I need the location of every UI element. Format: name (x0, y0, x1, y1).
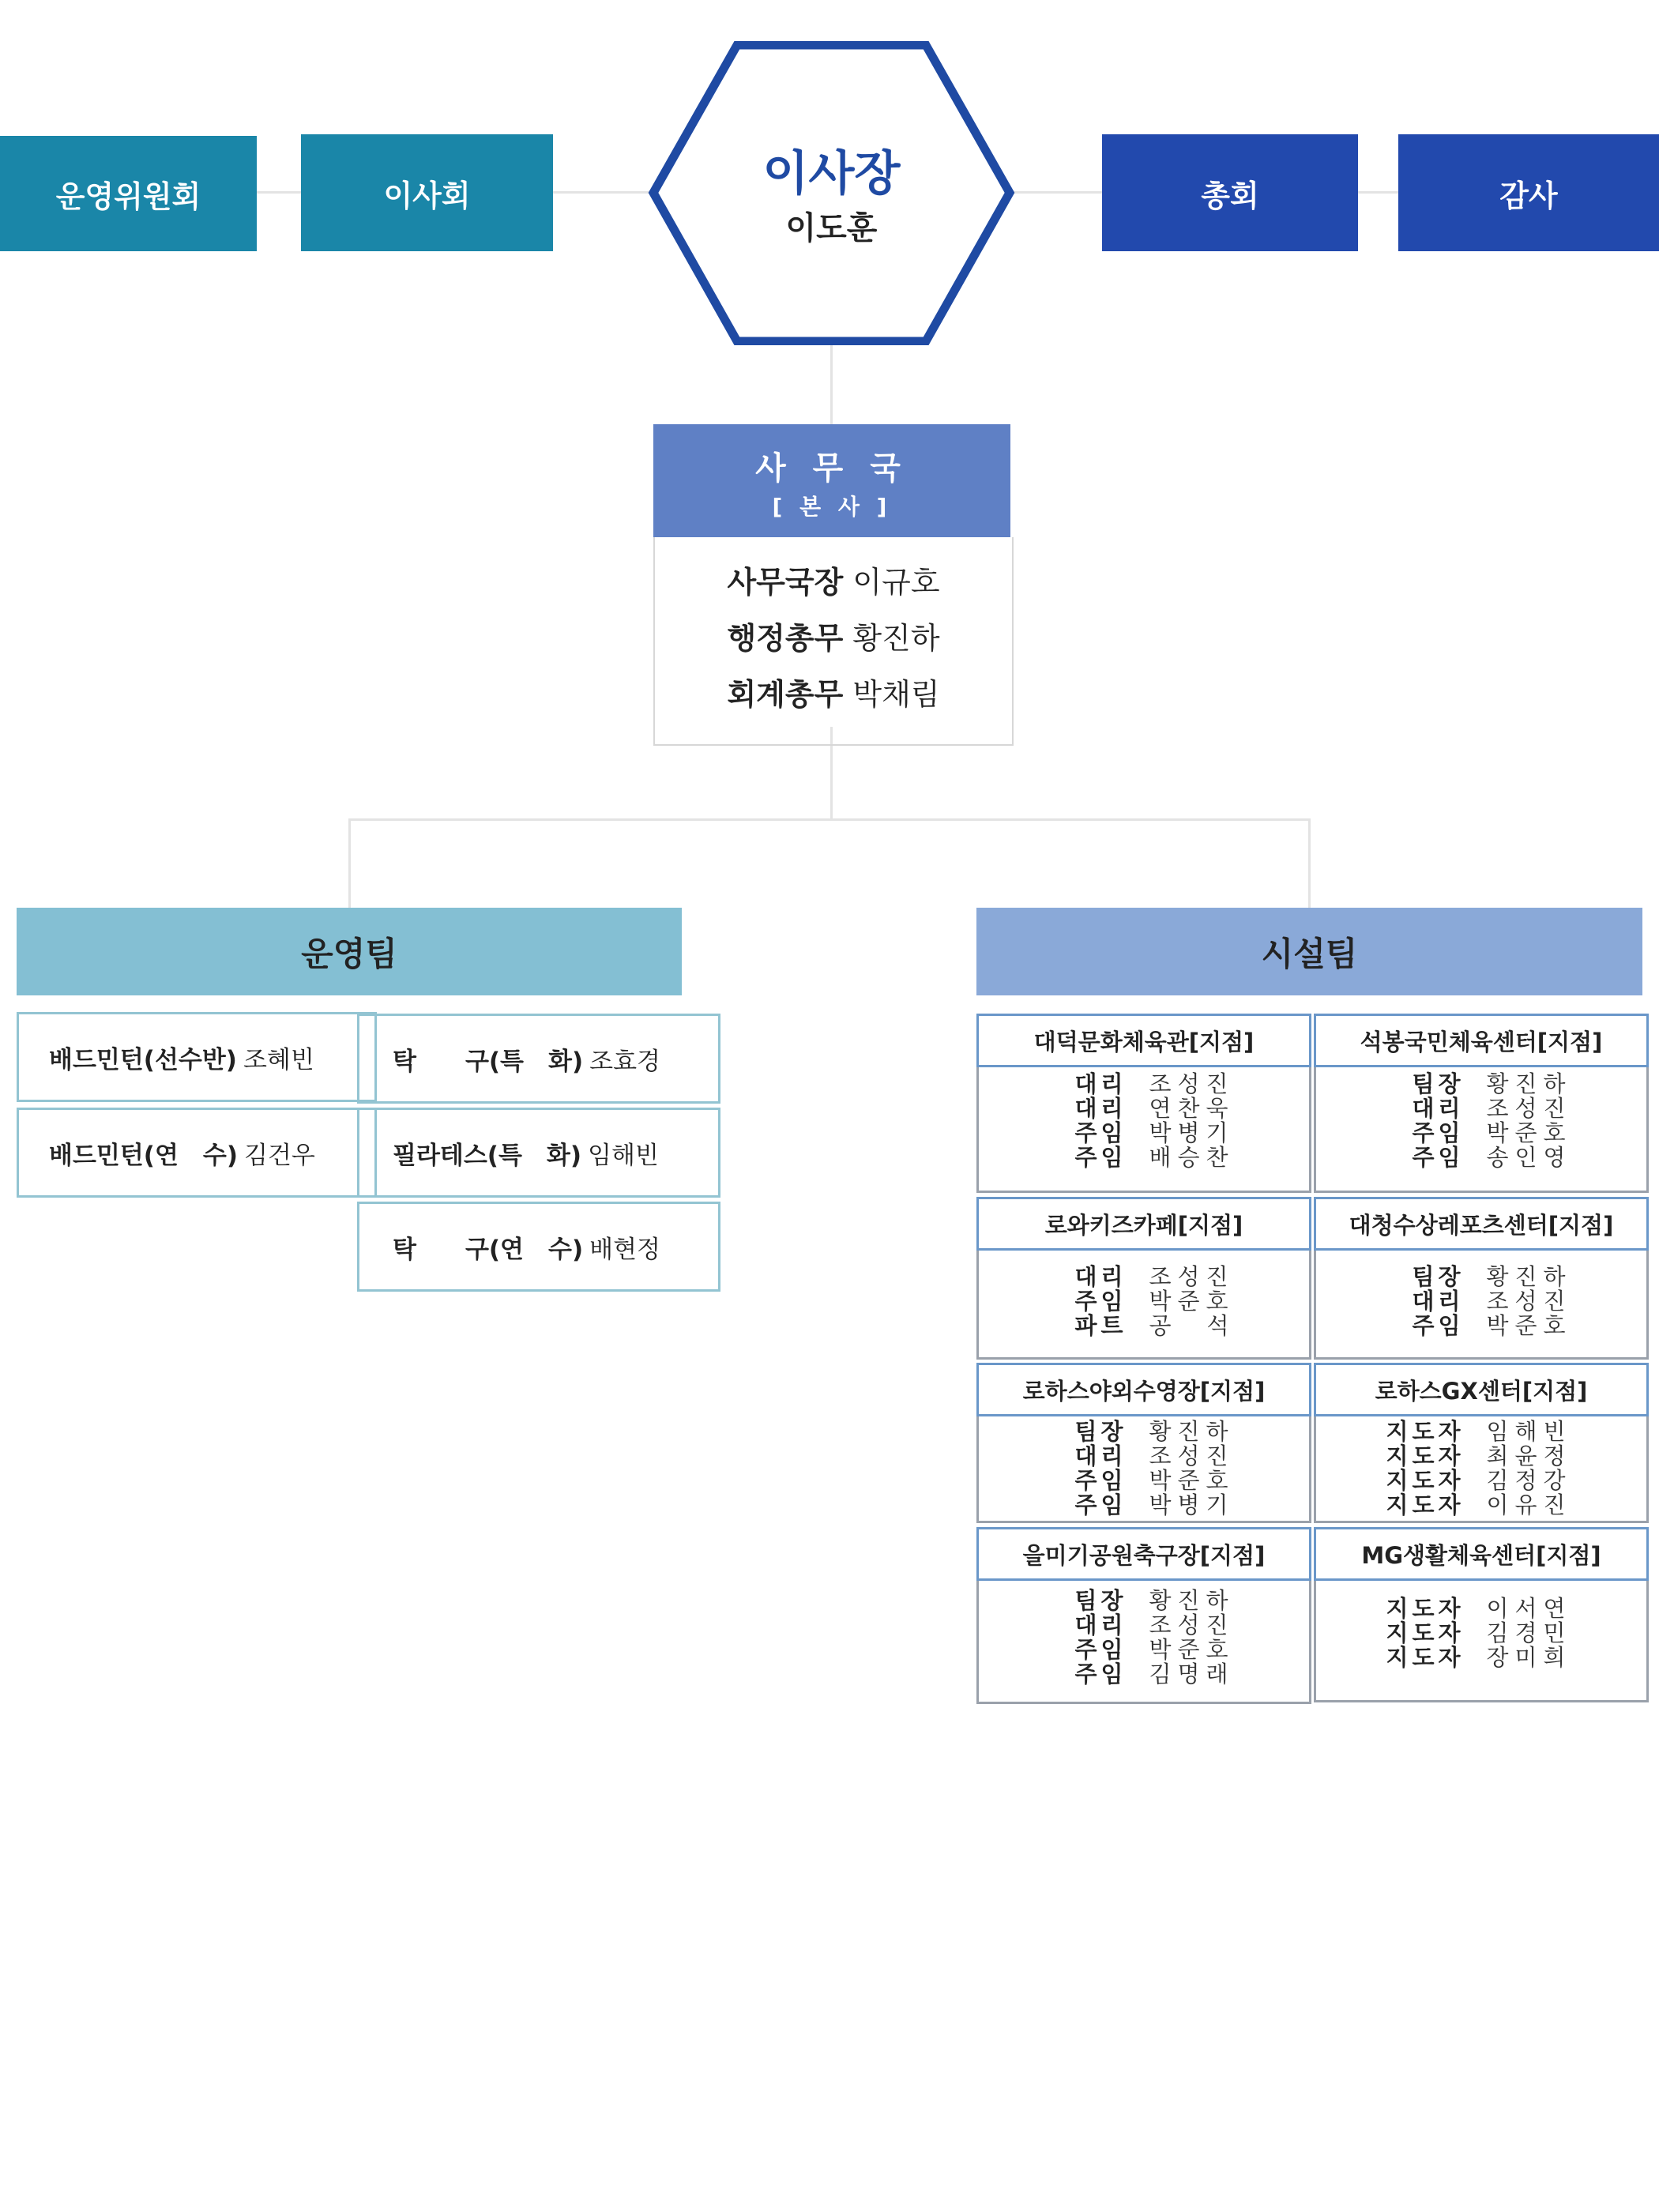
ops-program (357, 1108, 720, 1198)
staff-name: 조성진 (1149, 1263, 1235, 1290)
branch-card (1314, 1014, 1649, 1193)
staff-name: 배승찬 (1149, 1144, 1235, 1171)
staff-name: 황진하 (1149, 1587, 1235, 1614)
staff-row (1316, 1420, 1646, 1444)
secretariat-header (653, 424, 1010, 537)
staff-role: 지도자 (1386, 1620, 1465, 1646)
member-name: 황진하 (852, 621, 940, 656)
branch-staff (1316, 1067, 1646, 1170)
staff-name: 김명래 (1149, 1661, 1235, 1687)
staff-name: 연찬욱 (1149, 1095, 1235, 1122)
branch-card (976, 1527, 1311, 1704)
program-label: 필라테스(특 화) (393, 1141, 582, 1170)
branch-title: 로하스야외수영장[지점] (976, 1363, 1311, 1416)
staff-name: 박준호 (1149, 1636, 1235, 1663)
staff-row (1316, 1469, 1646, 1493)
staff-name: 황진하 (1486, 1263, 1572, 1290)
member-role: 회계총무 (727, 677, 844, 712)
branch-staff (979, 1416, 1309, 1518)
staff-row (1316, 1493, 1646, 1518)
staff-role: 주임 (1412, 1312, 1465, 1339)
branch-card (1314, 1363, 1649, 1523)
staff-row (979, 1638, 1309, 1662)
staff-name: 박병기 (1149, 1492, 1235, 1518)
staff-row (979, 1314, 1309, 1338)
staff-role: 지도자 (1386, 1467, 1465, 1494)
connector-line (553, 191, 652, 194)
staff-role: 대리 (1074, 1263, 1127, 1290)
branch-staff (979, 1581, 1309, 1687)
staff-name: 최윤정 (1486, 1443, 1572, 1469)
connector-line (830, 345, 833, 424)
program-label: 배드민턴(선수반) (49, 1045, 237, 1074)
staff-name: 김정강 (1486, 1467, 1572, 1494)
staff-row (1316, 1289, 1646, 1314)
staff-name: 조성진 (1486, 1095, 1572, 1122)
staff-role: 대리 (1074, 1070, 1127, 1097)
staff-row (1316, 1646, 1646, 1670)
staff-row (1316, 1121, 1646, 1146)
staff-role: 주임 (1074, 1661, 1127, 1687)
staff-row (1316, 1146, 1646, 1170)
staff-role: 파트 (1074, 1312, 1127, 1339)
secretariat-member (655, 555, 1012, 611)
staff-name: 조성진 (1149, 1612, 1235, 1638)
staff-row (1316, 1597, 1646, 1621)
assembly-box: 총회 (1102, 134, 1358, 251)
facility-team-header: 시설팀 (976, 908, 1642, 995)
branch-card (976, 1014, 1311, 1193)
program-instructor: 조효경 (589, 1047, 660, 1076)
branch-title: 대청수상레포츠센터[지점] (1314, 1197, 1649, 1251)
staff-name: 황진하 (1149, 1418, 1235, 1445)
staff-name: 임해빈 (1486, 1418, 1572, 1445)
staff-row (979, 1289, 1309, 1314)
connector-line (1308, 818, 1311, 908)
ops-program (357, 1202, 720, 1292)
staff-row (1316, 1072, 1646, 1097)
staff-row (1316, 1097, 1646, 1121)
connector-line (348, 818, 1311, 821)
chairman-name: 이도훈 (785, 210, 878, 246)
staff-role: 주임 (1074, 1467, 1127, 1494)
staff-name: 박준호 (1486, 1312, 1572, 1339)
branch-title: 로와키즈카페[지점] (976, 1197, 1311, 1251)
staff-role: 주임 (1074, 1119, 1127, 1146)
staff-role: 팀장 (1074, 1587, 1127, 1614)
staff-name: 조성진 (1149, 1443, 1235, 1469)
staff-row (979, 1097, 1309, 1121)
secretariat-subtitle: [ 본 사 ] (772, 494, 892, 520)
staff-row (1316, 1314, 1646, 1338)
audit-box: 감사 (1398, 134, 1659, 251)
program-label: 탁 구(연 수) (393, 1235, 584, 1264)
program-label: 배드민턴(연 수) (49, 1141, 239, 1170)
connector-line (1357, 191, 1398, 194)
secretariat-member (655, 667, 1012, 723)
program-instructor: 김건우 (244, 1141, 315, 1170)
ops-team-header: 운영팀 (17, 908, 682, 995)
staff-role: 주임 (1412, 1119, 1465, 1146)
staff-name: 김경민 (1486, 1620, 1572, 1646)
secretariat-member (655, 611, 1012, 667)
staff-role: 주임 (1074, 1636, 1127, 1663)
chairman-title: 이사장 (762, 146, 901, 201)
branch-title: 로하스GX센터[지점] (1314, 1363, 1649, 1416)
ops-program (17, 1108, 377, 1198)
staff-role: 주임 (1074, 1144, 1127, 1171)
staff-role: 팀장 (1412, 1070, 1465, 1097)
branch-title: 석봉국민체육센터[지점] (1314, 1014, 1649, 1067)
staff-name: 박준호 (1486, 1119, 1572, 1146)
staff-row (979, 1493, 1309, 1518)
staff-name: 이유진 (1486, 1492, 1572, 1518)
secretariat-title: 사 무 국 (755, 450, 908, 487)
program-instructor: 배현정 (589, 1235, 660, 1264)
staff-name: 박준호 (1149, 1288, 1235, 1315)
branch-staff (979, 1067, 1309, 1170)
staff-name: 박병기 (1149, 1119, 1235, 1146)
branch-staff (979, 1251, 1309, 1338)
board-box: 이사회 (301, 134, 553, 251)
staff-role: 대리 (1074, 1612, 1127, 1638)
staff-name: 장미희 (1486, 1644, 1572, 1671)
connector-line (257, 191, 301, 194)
staff-role: 지도자 (1386, 1418, 1465, 1445)
staff-row (979, 1146, 1309, 1170)
branch-staff (1316, 1416, 1646, 1518)
program-instructor: 조혜빈 (243, 1045, 314, 1074)
staff-row (979, 1420, 1309, 1444)
branch-staff (1316, 1251, 1646, 1338)
staff-role: 지도자 (1386, 1443, 1465, 1469)
member-role: 행정총무 (727, 621, 844, 656)
branch-staff (1316, 1581, 1646, 1670)
staff-name: 공 석 (1149, 1312, 1236, 1339)
staff-row (979, 1072, 1309, 1097)
branch-title: MG생활체육센터[지점] (1314, 1527, 1649, 1581)
staff-row (1316, 1621, 1646, 1646)
staff-name: 이서연 (1486, 1595, 1572, 1622)
ops-program (17, 1012, 377, 1102)
staff-role: 지도자 (1386, 1492, 1465, 1518)
branch-card (976, 1363, 1311, 1523)
branch-card (1314, 1197, 1649, 1360)
staff-name: 황진하 (1486, 1070, 1572, 1097)
staff-row (979, 1121, 1309, 1146)
program-instructor: 임해빈 (588, 1141, 659, 1170)
staff-row (979, 1444, 1309, 1469)
staff-name: 박준호 (1149, 1467, 1235, 1494)
staff-role: 팀장 (1074, 1418, 1127, 1445)
staff-role: 대리 (1412, 1288, 1465, 1315)
staff-row (979, 1589, 1309, 1613)
staff-row (1316, 1265, 1646, 1289)
staff-role: 대리 (1074, 1443, 1127, 1469)
staff-role: 주임 (1412, 1144, 1465, 1171)
secretariat-members (653, 537, 1014, 746)
connector-line (348, 818, 351, 908)
staff-role: 대리 (1412, 1095, 1465, 1122)
staff-name: 조성진 (1486, 1288, 1572, 1315)
staff-row (1316, 1444, 1646, 1469)
staff-role: 대리 (1074, 1095, 1127, 1122)
branch-card (976, 1197, 1311, 1360)
staff-name: 조성진 (1149, 1070, 1235, 1097)
branch-card (1314, 1527, 1649, 1702)
staff-row (979, 1662, 1309, 1687)
staff-name: 송인영 (1486, 1144, 1572, 1171)
staff-role: 주임 (1074, 1492, 1127, 1518)
staff-row (979, 1469, 1309, 1493)
committee-box: 운영위원회 (0, 136, 257, 251)
staff-role: 지도자 (1386, 1644, 1465, 1671)
staff-role: 팀장 (1412, 1263, 1465, 1290)
program-label: 탁 구(특 화) (393, 1047, 584, 1076)
branch-title: 대덕문화체육관[지점] (976, 1014, 1311, 1067)
staff-role: 주임 (1074, 1288, 1127, 1315)
staff-role: 지도자 (1386, 1595, 1465, 1622)
ops-program (357, 1014, 720, 1104)
staff-row (979, 1265, 1309, 1289)
member-name: 박채림 (852, 677, 940, 712)
connector-line (1011, 191, 1102, 194)
member-role: 사무국장 (727, 565, 844, 600)
member-name: 이규호 (852, 565, 940, 600)
staff-row (979, 1613, 1309, 1638)
branch-title: 을미기공원축구장[지점] (976, 1527, 1311, 1581)
